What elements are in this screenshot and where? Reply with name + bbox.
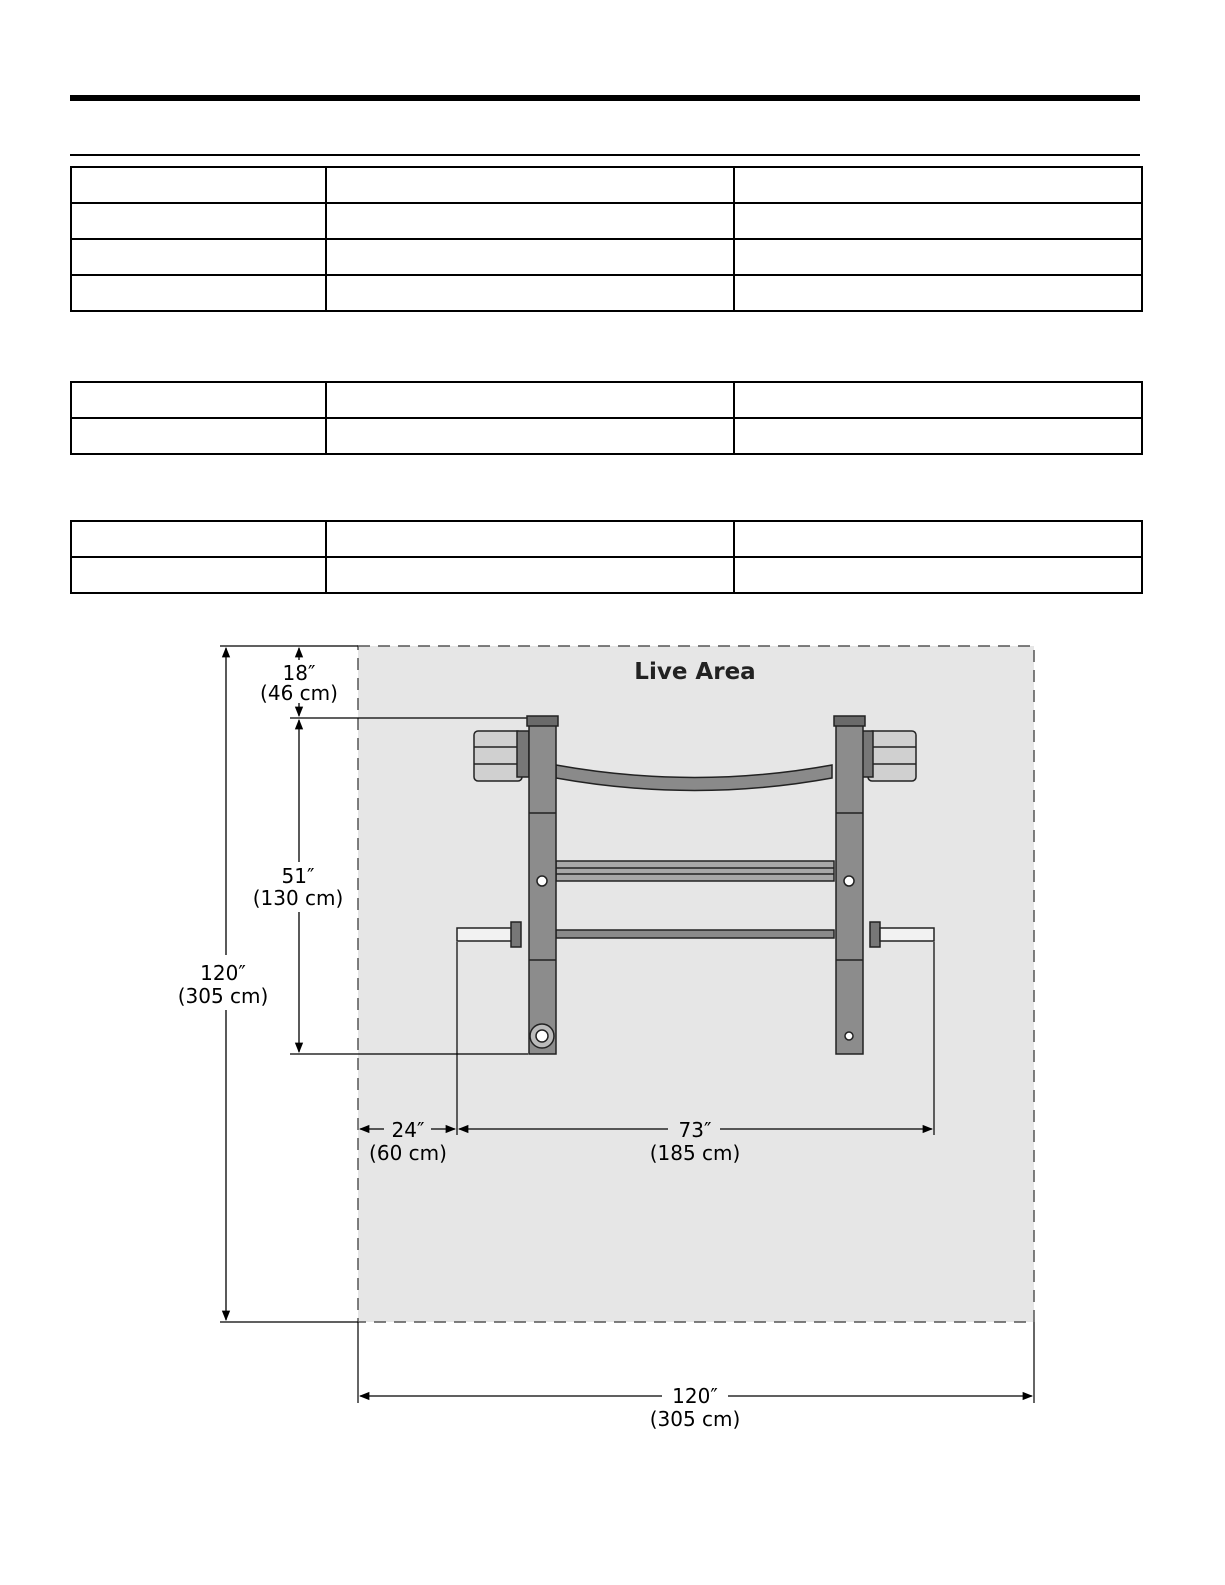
- side-clearance-metric: (60 cm): [369, 1141, 447, 1165]
- top-clearance-metric: (46 cm): [260, 681, 338, 705]
- left-upright: [527, 716, 558, 1054]
- live-area-region: [358, 646, 1034, 1322]
- top-clearance-imperial: 18″: [282, 661, 316, 685]
- depth-imperial: 51″: [281, 864, 315, 888]
- weight-plates-left: [474, 731, 529, 781]
- total-depth-metric: (305 cm): [177, 984, 269, 1008]
- weight-plates-right: [861, 731, 916, 781]
- middle-bar: [556, 861, 834, 881]
- total-width-imperial: 120″: [672, 1384, 718, 1408]
- depth-metric: (130 cm): [252, 886, 344, 910]
- total-depth-imperial: 120″: [200, 961, 246, 985]
- total-width-metric: (305 cm): [649, 1407, 741, 1431]
- side-clearance-imperial: 24″: [391, 1118, 425, 1142]
- width-imperial: 73″: [678, 1118, 712, 1142]
- live-area-label: Live Area: [634, 659, 756, 685]
- width-metric: (185 cm): [649, 1141, 741, 1165]
- right-upright: [834, 716, 865, 1054]
